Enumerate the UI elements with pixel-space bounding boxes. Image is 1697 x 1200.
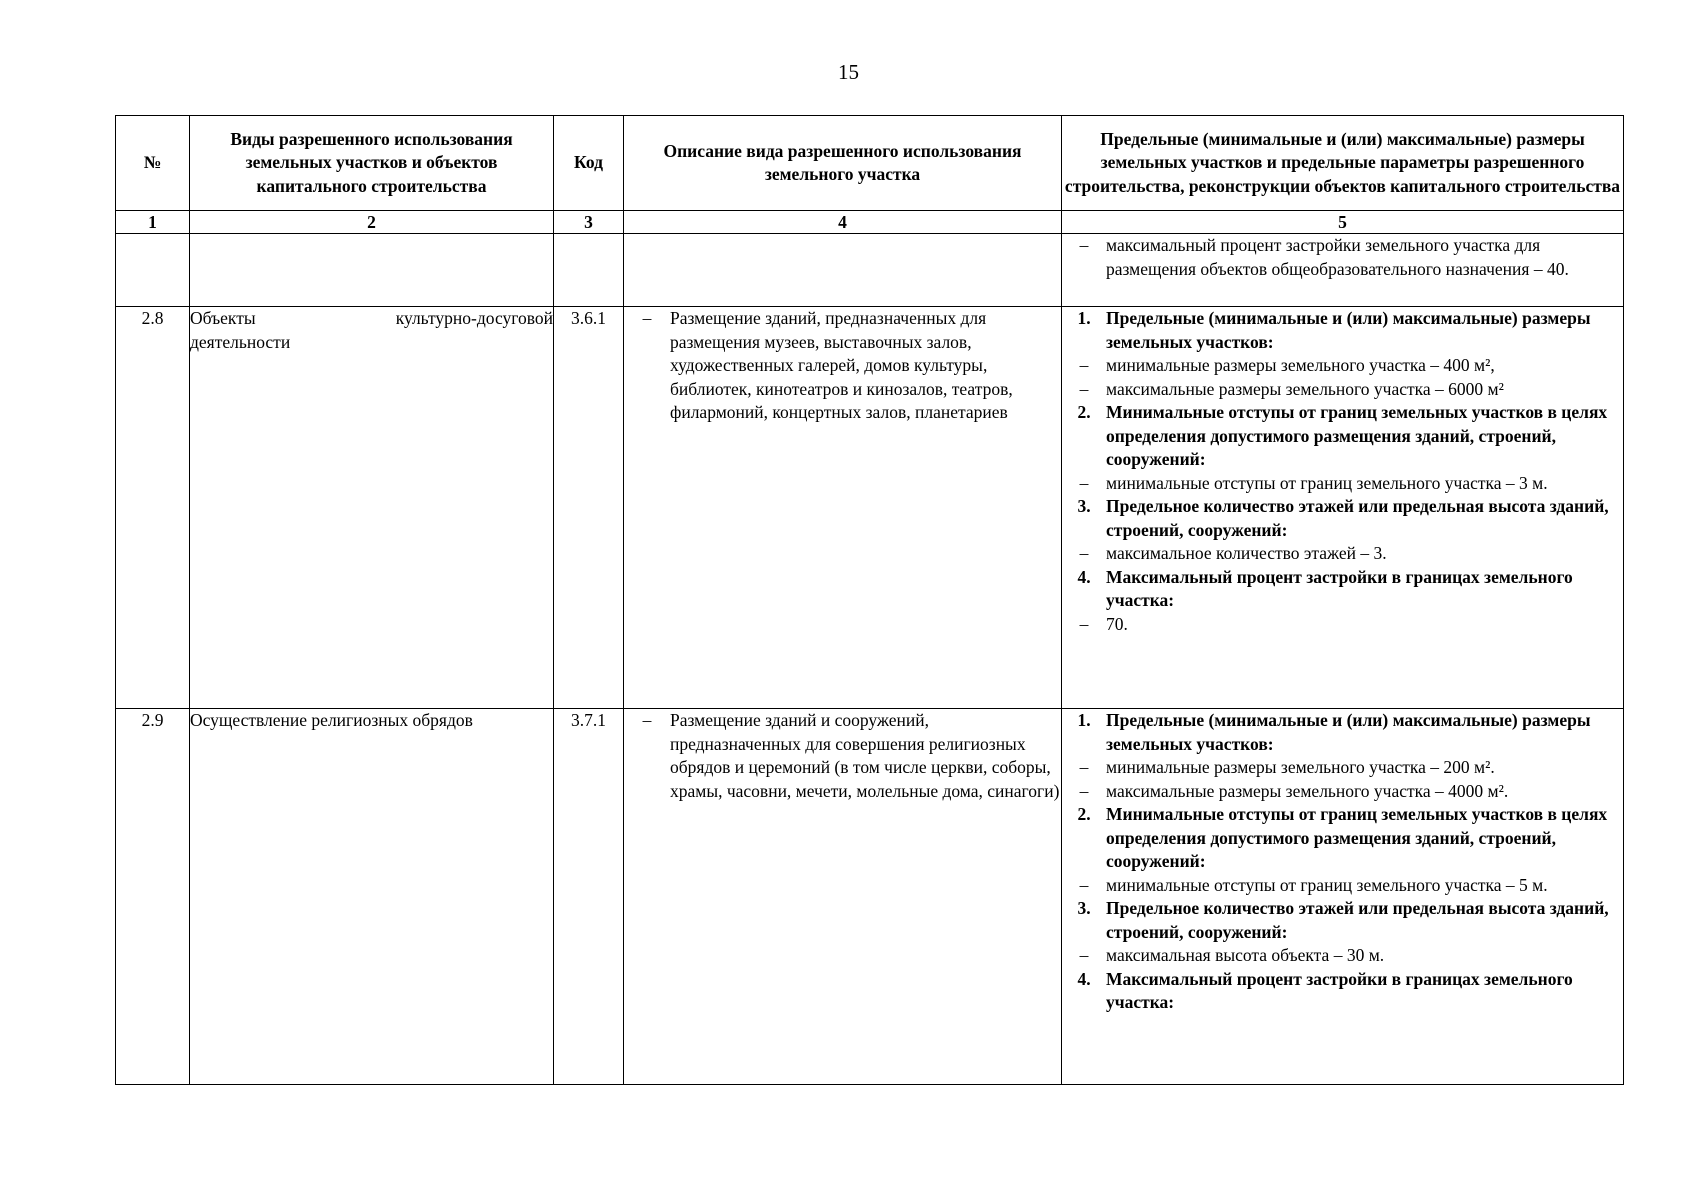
header-parameters: Предельные (минимальные и (или) максимальные) размеры земельных участков и предельные параметры разрешенного строительства, реконструкции объектов капитального строительства <box>1062 116 1624 211</box>
param-heading <box>1062 307 1623 354</box>
param-marker: – <box>1079 472 1089 493</box>
param-text: 70. <box>1106 613 1128 634</box>
param-text: максимальные размеры земельного участка – 4000 м². <box>1106 780 1509 801</box>
param-marker: 1. <box>1077 308 1091 328</box>
param-line <box>1062 756 1623 780</box>
param-text: максимальные размеры земельного участка – 6000 м² <box>1106 378 1504 399</box>
param-marker: – <box>1079 780 1089 801</box>
header-number: № <box>116 116 190 211</box>
param-marker: – <box>1079 757 1089 777</box>
param-line <box>1062 780 1623 804</box>
cell-code: 3.6.1 <box>554 307 624 709</box>
param-marker: 1. <box>1077 710 1091 730</box>
param-marker: 4. <box>1077 968 1091 989</box>
cell-parameters <box>1062 307 1624 709</box>
column-number: 1 <box>116 211 190 234</box>
column-number: 5 <box>1062 211 1624 234</box>
param-text: минимальные отступы от границ земельного участка – 5 м. <box>1106 874 1548 895</box>
param-heading <box>1062 803 1623 874</box>
param-text: Максимальный процент застройки в границах земельного участка: <box>1106 968 1573 1012</box>
param-text: минимальные размеры земельного участка – 200 м². <box>1106 757 1495 777</box>
param-line <box>1062 378 1623 402</box>
column-numbering-row <box>116 211 1624 234</box>
param-heading <box>1062 495 1623 542</box>
description-marker: – <box>642 710 652 730</box>
param-text: Минимальные отступы от границ земельных участков в целях определения допустимого размещения зданий, строений, сооружений: <box>1106 804 1608 871</box>
cell-number: 2.8 <box>116 307 190 709</box>
param-line <box>1062 354 1623 378</box>
param-heading <box>1062 401 1623 472</box>
param-marker: – <box>1079 378 1089 399</box>
param-marker: – <box>1079 235 1089 255</box>
cell-parameters <box>1062 234 1624 307</box>
header-description: Описание вида разрешенного использования земельного участка <box>624 116 1062 211</box>
param-marker: 2. <box>1077 804 1091 824</box>
param-text: Предельные (минимальные и (или) максимальные) размеры земельных участков: <box>1106 308 1591 352</box>
description-text: Размещение зданий, предназначенных для размещения музеев, выставочных залов, художественных галерей, домов культуры, библиотек, кинотеатров и кинозалов, театров, филармоний, концертных залов, планетариев <box>670 308 1013 422</box>
param-text: Предельное количество этажей или предельная высота зданий, строений, сооружений: <box>1106 898 1609 942</box>
cell-use-type: Осуществление религиозных обрядов <box>190 709 554 1085</box>
param-line <box>1062 472 1623 496</box>
param-text: максимальная высота объекта – 30 м. <box>1106 945 1385 965</box>
cell-code: 3.7.1 <box>554 709 624 1085</box>
cell-empty <box>190 234 554 307</box>
param-text: максимальный процент застройки земельного участка для размещения объектов общеобразовательного назначения – 40. <box>1106 235 1569 279</box>
table-row-continuation <box>116 234 1624 307</box>
param-marker: – <box>1079 945 1089 965</box>
param-marker: 4. <box>1077 566 1091 587</box>
column-number: 3 <box>554 211 624 234</box>
description-marker: – <box>642 308 652 328</box>
column-number: 4 <box>624 211 1062 234</box>
param-heading <box>1062 897 1623 944</box>
param-marker: 2. <box>1077 402 1091 422</box>
cell-description <box>624 307 1062 709</box>
param-marker: – <box>1079 543 1089 563</box>
param-marker: – <box>1079 613 1089 634</box>
use-type-second-line: деятельности <box>190 331 291 352</box>
cell-empty <box>624 234 1062 307</box>
cell-number: 2.9 <box>116 709 190 1085</box>
use-type-first-line <box>190 307 553 331</box>
header-use-type: Виды разрешенного использования земельных участков и объектов капитального строительства <box>190 116 554 211</box>
column-number: 2 <box>190 211 554 234</box>
param-marker: – <box>1079 874 1089 895</box>
param-text: максимальное количество этажей – 3. <box>1106 543 1387 563</box>
cell-use-type <box>190 307 554 709</box>
description-text: Размещение зданий и сооружений, предназначенных для совершения религиозных обрядов и церемоний (в том числе церкви, соборы, храмы, часовни, мечети, молельные дома, синагоги) <box>670 710 1060 801</box>
param-line <box>1062 542 1623 566</box>
param-line <box>1062 613 1623 637</box>
param-marker: 3. <box>1077 898 1091 918</box>
page-number: 15 <box>838 60 859 84</box>
cell-empty <box>554 234 624 307</box>
param-marker: – <box>1079 355 1089 375</box>
param-text: минимальные размеры земельного участка – 400 м², <box>1106 355 1495 375</box>
param-heading <box>1062 968 1623 1015</box>
param-text: минимальные отступы от границ земельного участка – 3 м. <box>1106 472 1548 493</box>
table-row <box>116 307 1624 709</box>
regulations-table <box>115 115 1624 1085</box>
cell-empty <box>116 234 190 307</box>
param-text: Максимальный процент застройки в границах земельного участка: <box>1106 566 1573 610</box>
param-heading <box>1062 566 1623 613</box>
header-code: Код <box>554 116 624 211</box>
use-type-word: культурно-досуговой <box>395 308 553 328</box>
param-line <box>1062 234 1623 281</box>
param-line <box>1062 874 1623 898</box>
param-text: Предельное количество этажей или предельная высота зданий, строений, сооружений: <box>1106 496 1609 540</box>
param-text: Минимальные отступы от границ земельных участков в целях определения допустимого размещения зданий, строений, сооружений: <box>1106 402 1608 469</box>
cell-parameters <box>1062 709 1624 1085</box>
param-line <box>1062 944 1623 968</box>
cell-description <box>624 709 1062 1085</box>
use-type-word: Объекты <box>190 308 256 328</box>
table-header-row <box>116 116 1624 211</box>
param-marker: 3. <box>1077 496 1091 516</box>
table-row <box>116 709 1624 1085</box>
param-heading <box>1062 709 1623 756</box>
param-text: Предельные (минимальные и (или) максимальные) размеры земельных участков: <box>1106 710 1591 754</box>
